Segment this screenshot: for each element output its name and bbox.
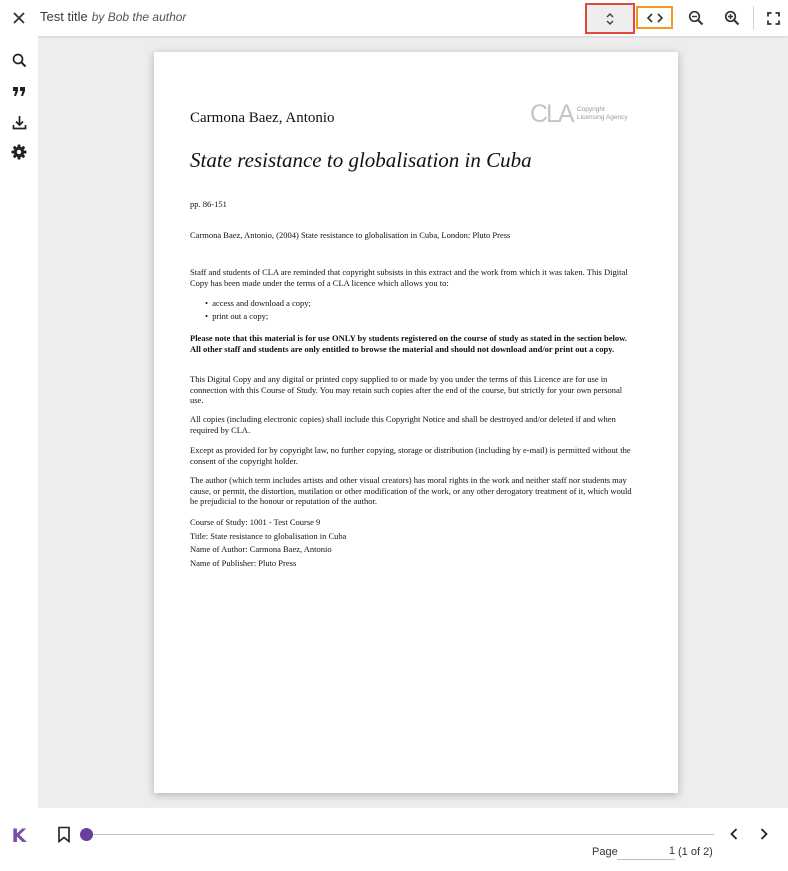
logo-letter: K bbox=[11, 825, 27, 847]
top-bar bbox=[0, 0, 788, 36]
search-button[interactable] bbox=[8, 49, 30, 71]
left-sidebar bbox=[0, 36, 38, 871]
page-label: Page bbox=[592, 846, 618, 858]
terms-paragraph: This Digital Copy and any digital or printed copy supplied to or made by you under the terms of this Licence are for use in connection with this Course of Study. You may retain such copies after the end of the course, but strictly for your own personal use. bbox=[190, 374, 623, 405]
zoom-out-button[interactable] bbox=[684, 4, 708, 32]
close-button[interactable] bbox=[9, 8, 29, 28]
bullet-item: • print out a copy; bbox=[205, 311, 269, 321]
article-title: State resistance to globalisation in Cuba bbox=[190, 148, 532, 172]
chevron-left-right-icon bbox=[646, 12, 664, 24]
bullet-text: print out a copy; bbox=[212, 311, 269, 321]
toolbar-divider bbox=[753, 6, 754, 30]
citation-button[interactable] bbox=[8, 80, 30, 102]
copying-paragraph: Except as provided for by copyright law, no further copying, storage or distribution (including by e-mail) is permitted without the consent of the copyright holder. bbox=[190, 445, 631, 466]
bottom-bar bbox=[38, 808, 788, 871]
chevron-right-icon bbox=[757, 826, 771, 842]
app-logo[interactable] bbox=[4, 821, 34, 851]
document-page bbox=[154, 52, 678, 793]
author-byline: by Bob the author bbox=[91, 10, 187, 24]
zoom-in-button[interactable] bbox=[720, 4, 744, 32]
zoom-in-icon bbox=[724, 10, 740, 26]
title-text: Test title bbox=[40, 9, 88, 24]
usage-warning: Please note that this material is for use ONLY by students registered on the course of study as stated in the section below. All other staff and students are only entitled to browse the material and should not download and/or print out a copy. bbox=[190, 333, 627, 354]
horizontal-scroll-button[interactable] bbox=[636, 6, 673, 29]
meta-publisher: Name of Publisher: Pluto Press bbox=[190, 557, 297, 568]
settings-button[interactable] bbox=[8, 141, 30, 163]
search-icon bbox=[12, 53, 27, 68]
download-icon bbox=[12, 115, 27, 130]
close-icon bbox=[12, 11, 26, 25]
course-metadata bbox=[190, 516, 634, 570]
bookmark-icon bbox=[57, 826, 71, 843]
page-author-heading: Carmona Baez, Antonio bbox=[190, 110, 335, 126]
bullet-text: access and download a copy; bbox=[212, 298, 311, 308]
page-progress-thumb[interactable] bbox=[80, 828, 93, 841]
cla-logo bbox=[530, 100, 634, 130]
download-button[interactable] bbox=[8, 111, 30, 133]
fullscreen-icon bbox=[767, 12, 780, 25]
zoom-out-icon bbox=[688, 10, 704, 26]
page-range: pp. 86-151 bbox=[190, 199, 227, 209]
copies-paragraph: All copies (including electronic copies) shall include this Copyright Notice and shall be destroyed and/or deleted if and when required by CLA. bbox=[190, 414, 616, 435]
cla-logo-line2: Licensing Agency bbox=[577, 114, 628, 121]
cla-logo-mark: CLA bbox=[530, 100, 573, 128]
quote-icon bbox=[12, 85, 26, 97]
cla-logo-line1: Copyright bbox=[577, 106, 605, 113]
document-title bbox=[40, 9, 186, 24]
vertical-scroll-button[interactable] bbox=[585, 3, 635, 34]
meta-author: Name of Author: Carmona Baez, Antonio bbox=[190, 544, 332, 554]
page-number-input[interactable] bbox=[617, 843, 675, 860]
citation-text: Carmona Baez, Antonio, (2004) State resistance to globalisation in Cuba, London: Pluto Press bbox=[190, 230, 511, 240]
moral-rights-paragraph: The author (which term includes artists and other visual creators) has moral rights in the work and neither staff nor students may cause, or permit, the distortion, mutilation or other modification of the work, or any other derogatory treatment of it, which would be prejudicial to the honour or reputation of the author. bbox=[190, 475, 632, 506]
page-progress-track[interactable] bbox=[87, 834, 714, 835]
fullscreen-button[interactable] bbox=[762, 4, 784, 32]
next-page-button[interactable] bbox=[757, 826, 773, 844]
bookmark-button[interactable] bbox=[57, 826, 73, 844]
chevron-up-down-icon bbox=[604, 10, 616, 28]
meta-course: Course of Study: 1001 - Test Course 9 bbox=[190, 517, 321, 527]
cla-logo-text bbox=[577, 106, 628, 122]
page-total: (1 of 2) bbox=[678, 846, 713, 858]
previous-page-button[interactable] bbox=[727, 826, 743, 844]
chevron-left-icon bbox=[727, 826, 741, 842]
meta-title: Title: State resistance to globalisation in Cuba bbox=[190, 530, 347, 541]
intro-paragraph: Staff and students of CLA are reminded that copyright subsists in this extract and the work from which it was taken. This Digital Copy has been made under the terms of a CLA licence which allows you to: bbox=[190, 267, 628, 288]
gear-icon bbox=[11, 144, 27, 160]
bullet-item: • access and download a copy; bbox=[205, 298, 311, 308]
